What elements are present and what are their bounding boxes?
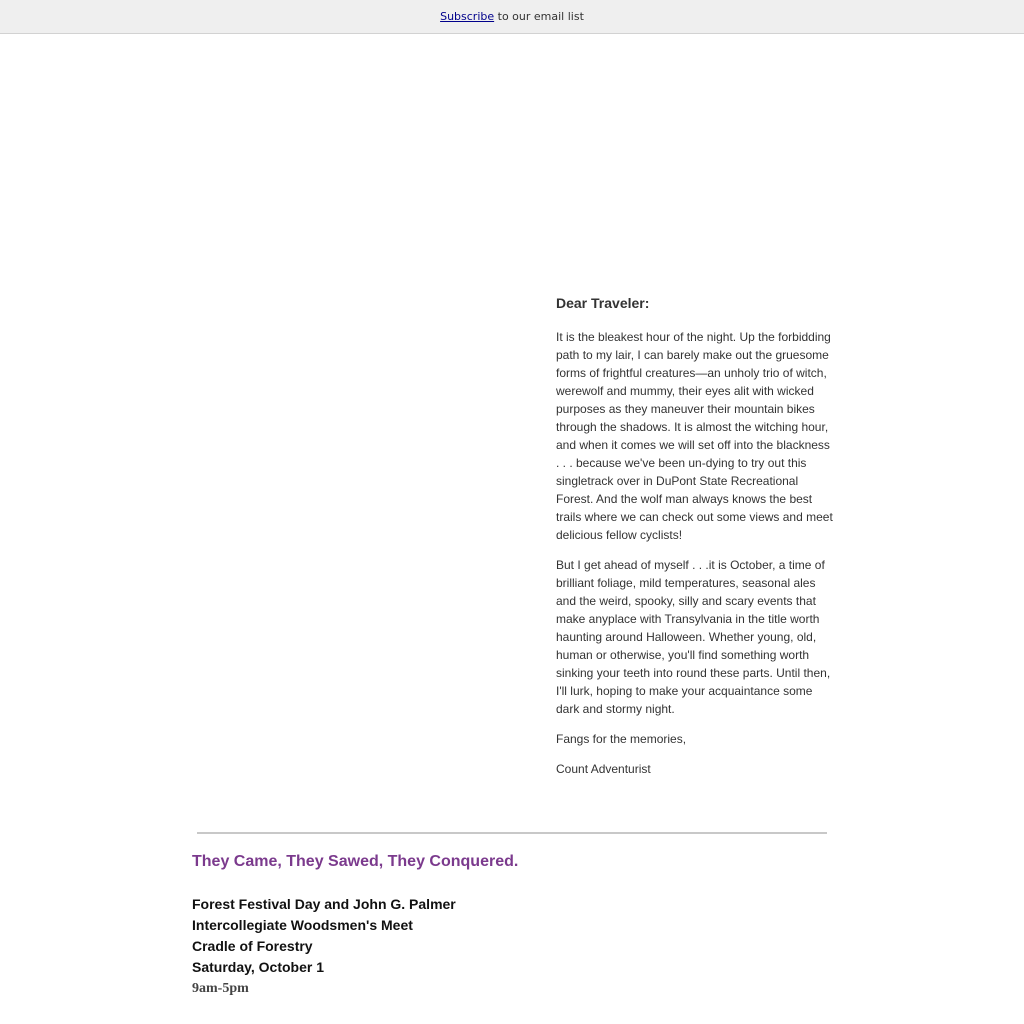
section-divider — [197, 832, 827, 834]
subscribe-link[interactable]: Subscribe — [440, 10, 495, 23]
letter-paragraph: But I get ahead of myself . . .it is October, a time of brilliant foliage, mild temperatures, seasonal ales and the weird, spooky, silly and scary events that make anyplace with Transylvania in the title worth haunting around Halloween. Whether young, old, human or otherwise, you'll find something worth sinking your teeth into round these parts. Until then, I'll lurk, hoping to make your acquaintance some dark and stormy night. — [556, 558, 831, 716]
letter-closing: Fangs for the memories, — [556, 732, 687, 746]
letter — [556, 294, 836, 790]
letter-greeting: Dear Traveler: — [556, 295, 650, 311]
event-date: Saturday, October 1 — [192, 959, 325, 975]
hero-image — [192, 34, 832, 284]
event-headline: They Came, They Sawed, They Conquered. — [192, 853, 519, 870]
event-location: Cradle of Forestry — [192, 938, 313, 954]
event-title-line-2: Intercollegiate Woodsmen's Meet — [192, 917, 413, 933]
event-title-line-1: Forest Festival Day and John G. Palmer — [192, 896, 456, 912]
subscribe-suffix: to our email list — [494, 10, 584, 23]
subscribe-bar — [0, 0, 1024, 34]
side-image — [192, 290, 532, 780]
letter-paragraph: It is the bleakest hour of the night. Up the forbidding path to my lair, I can barely make out the gruesome forms of frightful creatures—an unholy trio of witch, werewolf and mummy, their eyes alit with wicked purposes as they maneuver their mountain bikes through the shadows. It is almost the witching hour, and when it comes we will set off into the blackness . . . because we've been un-dying to try out this singletrack over in DuPont State Recreational Forest. And the wolf man always knows the best trails where we can check out some views and meet delicious fellow cyclists! — [556, 330, 833, 542]
event-time: 9am-5pm — [192, 981, 249, 996]
letter-signature: Count Adventurist — [556, 762, 651, 776]
event-section — [192, 852, 832, 999]
